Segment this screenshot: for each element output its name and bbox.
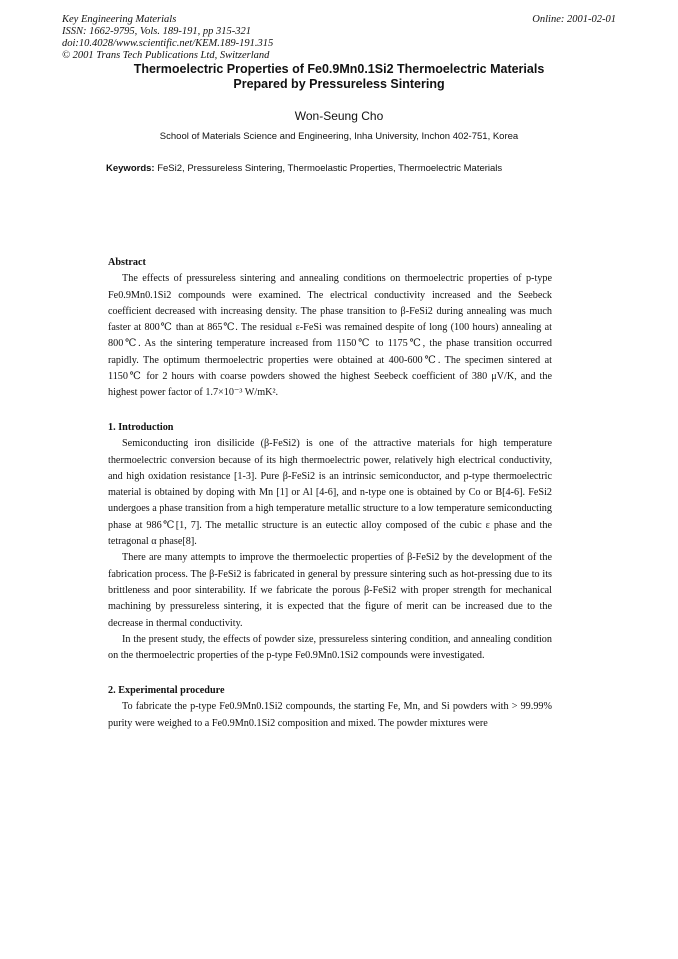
journal-name: Key Engineering Materials	[62, 14, 177, 25]
abstract-text: The effects of pressureless sintering and annealing conditions on thermoelectric properties of p-type Fe0.9Mn0.1Si2 compounds were examined. The electrical conductivity increased and the Seebeck coefficient decreased with increasing density. The phase transition to β-FeSi2 during annealing was much faster at 800℃ than at 865℃. The residual ε-FeSi was remained despite of long (100 hours) annealing at 800℃. As the sintering temperature increased from 1150℃ to 1175℃, the phase transition occurred rapidly. The optimum thermoelectric properties were obtained at 400-600℃. The specimen sintered at 1150℃ for 2 hours with coarse powders showed the highest Seebeck coefficient of 380 μV/K, and the highest power factor of 1.7×10⁻³ W/mK².	[108, 273, 552, 399]
abstract-heading: Abstract	[108, 257, 146, 268]
abstract-section	[108, 255, 552, 402]
online-date: Online: 2001-02-01	[532, 14, 616, 25]
keywords	[106, 163, 576, 174]
copyright-line: © 2001 Trans Tech Publications Ltd, Switzerland	[62, 50, 270, 61]
introduction-paragraph-2: There are many attempts to improve the thermoelectic properties of β-FeSi2 by the development of the fabrication process. The β-FeSi2 is fabricated in general by pressure sintering such as hot-pressing due to its brittleness and poor sinterability. If we fabricate the porous β-FeSi2 with proper strength for mechanical machining by pressureless sintering, it is expected that the figure of merit can be increased due to the decrease in thermal conductivity.	[108, 552, 552, 629]
publication-header	[62, 14, 273, 62]
introduction-section	[108, 420, 552, 664]
paper-title-line-1: Thermoelectric Properties of Fe0.9Mn0.1Si2 Thermoelectric Materials	[133, 62, 545, 76]
introduction-paragraph-1: Semiconducting iron disilicide (β-FeSi2) is one of the attractive materials for high temperature thermoelectric conversion because of its high thermoelectric power, relatively high electrical conductivity, and high oxidation resistance [1-3]. Pure β-FeSi2 is an intrinsic semiconductor, and p-type thermoelectric material is obtained by doping with Mn [1] or Al [4-6], and n-type one is obtained by Co or B[4-6]. FeSi2 undergoes a phase transition from a high temperature metallic structure to a low temperature semiconducting phase at 986℃[1, 7]. The metallic structure is an eutectic alloy composed of the cubic ε phase and the tetragonal α phase[8].	[108, 438, 552, 548]
keywords-label: Keywords:	[106, 163, 155, 174]
experimental-section	[108, 683, 552, 732]
introduction-heading: 1. Introduction	[108, 422, 174, 433]
paper-title-line-2: Prepared by Pressureless Sintering	[233, 77, 445, 91]
experimental-paragraph-1: To fabricate the p-type Fe0.9Mn0.1Si2 compounds, the starting Fe, Mn, and Si powders with > 99.99% purity were weighed to a Fe0.9Mn0.1Si2 composition and mixed. The powder mixtures were	[108, 701, 552, 729]
author-name: Won-Seung Cho	[294, 109, 384, 123]
affiliation: School of Materials Science and Engineering, Inha University, Inchon 402-751, Korea	[159, 131, 519, 142]
issn-line: ISSN: 1662-9795, Vols. 189-191, pp 315-321	[62, 26, 251, 37]
doi-link[interactable]: doi:10.4028/www.scientific.net/KEM.189-191.315	[62, 38, 274, 49]
introduction-paragraph-3: In the present study, the effects of powder size, pressureless sintering condition, and annealing condition on the thermoelectric properties of the p-type Fe0.9Mn0.1Si2 compounds were investigated.	[108, 633, 552, 662]
experimental-heading: 2. Experimental procedure	[108, 685, 225, 696]
keywords-text: FeSi2, Pressureless Sintering, Thermoelastic Properties, Thermoelectric Materials	[154, 163, 503, 174]
